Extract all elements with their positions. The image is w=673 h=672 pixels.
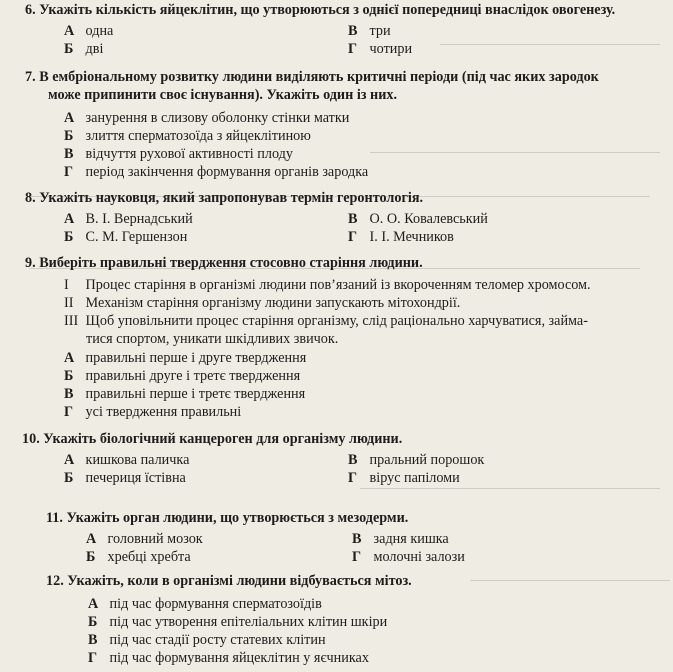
statement-text: Процес старіння в організмі людини пов’язаний із вкороченням теломер хромосом. <box>85 277 591 293</box>
option-text: правильні перше і друге твердження <box>85 350 307 366</box>
option-letter: А <box>86 531 97 547</box>
option-letter: Б <box>64 229 74 245</box>
question-number: 9. <box>25 255 36 271</box>
question-text: Укажіть орган людини, що утворюється з мезодерми. <box>66 510 409 526</box>
statement-roman: І <box>64 277 69 293</box>
option-text: молочні залози <box>373 549 465 565</box>
option-letter: Г <box>348 470 358 486</box>
option-letter: Г <box>352 549 362 565</box>
bleed-line <box>440 44 660 45</box>
question-6-option-b[interactable] <box>64 41 103 58</box>
question-number: 10. <box>22 431 40 447</box>
statement-roman: ІІ <box>64 295 74 311</box>
option-text: під час стадії росту статевих клітин <box>109 632 326 648</box>
option-text: відчуття рухової активності плоду <box>85 146 293 162</box>
question-11-option-v[interactable] <box>352 531 449 548</box>
option-letter: В <box>64 146 74 162</box>
option-text: усі твердження правильні <box>85 404 242 420</box>
question-11-stem <box>46 510 408 527</box>
question-11-option-b[interactable] <box>86 549 191 566</box>
question-12-option-g[interactable] <box>88 650 369 667</box>
option-text: чотири <box>369 41 413 57</box>
option-letter: Г <box>348 229 358 245</box>
option-text: В. І. Вернадський <box>85 211 193 227</box>
question-9-option-v[interactable] <box>64 386 305 403</box>
statement-text: Щоб уповільнити процес старіння організму, слід раціонально харчуватися, займа- <box>85 313 588 329</box>
option-letter: А <box>64 452 75 468</box>
option-text: під час утворення епітеліальних клітин шкіри <box>109 614 388 630</box>
option-text: задня кишка <box>373 531 449 547</box>
statement-3-continuation: тися спортом, уникати шкідливих звичок. <box>86 331 339 347</box>
question-9-option-b[interactable] <box>64 368 300 385</box>
question-12-option-v[interactable] <box>88 632 326 649</box>
option-text: правильні друге і третє твердження <box>85 368 301 384</box>
option-letter: А <box>88 596 99 612</box>
question-7-option-g[interactable] <box>64 164 368 181</box>
option-letter: Б <box>64 470 74 486</box>
question-10-option-a[interactable] <box>64 452 189 469</box>
question-text: Укажіть, коли в організмі людини відбувається мітоз. <box>67 573 412 589</box>
question-number: 7. <box>25 69 36 85</box>
option-text: вірус папіломи <box>369 470 460 486</box>
statement-3 <box>64 313 588 330</box>
question-8-option-v[interactable] <box>348 211 488 228</box>
question-10-option-b[interactable] <box>64 470 186 487</box>
option-text: печериця їстівна <box>85 470 186 486</box>
option-letter: В <box>348 452 358 468</box>
question-7-stem <box>25 69 599 86</box>
option-letter: Б <box>88 614 98 630</box>
option-text: С. М. Гершензон <box>85 229 188 245</box>
option-text: правильні перше і третє твердження <box>85 386 306 402</box>
option-letter: А <box>64 350 75 366</box>
question-9-option-g[interactable] <box>64 404 241 421</box>
question-6-stem <box>25 2 615 19</box>
option-letter: В <box>88 632 98 648</box>
option-letter: Г <box>64 404 74 420</box>
option-text: дві <box>85 41 104 57</box>
question-9-stem <box>25 255 423 272</box>
question-9-option-a[interactable] <box>64 350 306 367</box>
question-10-option-v[interactable] <box>348 452 484 469</box>
option-letter: Б <box>64 41 74 57</box>
question-6-option-g[interactable] <box>348 41 412 58</box>
option-letter: В <box>348 23 358 39</box>
option-letter: В <box>348 211 358 227</box>
statement-roman: ІІІ <box>64 313 79 329</box>
option-letter: А <box>64 211 75 227</box>
question-8-stem <box>25 190 423 207</box>
question-6-option-a[interactable] <box>64 23 113 40</box>
question-8-option-b[interactable] <box>64 229 187 246</box>
question-text: Укажіть біологічний канцероген для організму людини. <box>43 431 403 447</box>
option-text: О. О. Ковалевський <box>369 211 488 227</box>
option-letter: Б <box>64 128 74 144</box>
statement-text: Механізм старіння організму людини запускають мітохондрії. <box>85 295 461 311</box>
question-8-option-g[interactable] <box>348 229 454 246</box>
question-number: 12. <box>46 573 64 589</box>
option-letter: А <box>64 110 75 126</box>
question-12-option-b[interactable] <box>88 614 387 631</box>
option-text: три <box>369 23 391 39</box>
bleed-line <box>360 488 660 489</box>
question-12-option-a[interactable] <box>88 596 322 613</box>
question-6-option-v[interactable] <box>348 23 391 40</box>
question-10-option-g[interactable] <box>348 470 460 487</box>
option-letter: В <box>352 531 362 547</box>
statement-2 <box>64 295 460 312</box>
option-text: І. І. Мечников <box>369 229 454 245</box>
option-text: під час формування сперматозоїдів <box>109 596 322 612</box>
option-letter: Г <box>64 164 74 180</box>
bleed-line <box>470 580 670 581</box>
option-letter: А <box>64 23 75 39</box>
statement-1 <box>64 277 591 294</box>
question-11-option-a[interactable] <box>86 531 203 548</box>
option-text: хребці хребта <box>107 549 191 565</box>
question-11-option-g[interactable] <box>352 549 465 566</box>
option-letter: Г <box>348 41 358 57</box>
question-8-option-a[interactable] <box>64 211 193 228</box>
question-text: Укажіть кількість яйцеклітин, що утворюються з однієї попередниці внаслідок овогенезу. <box>39 2 616 18</box>
option-text: злиття сперматозоїда з яйцеклітиною <box>85 128 311 144</box>
question-text: Виберіть правильні твердження стосовно старіння людини. <box>39 255 423 271</box>
option-text: одна <box>85 23 114 39</box>
option-text: період закінчення формування органів зародка <box>85 164 369 180</box>
option-text: кишкова паличка <box>85 452 190 468</box>
bleed-line <box>370 152 660 153</box>
option-text: занурення в слизову оболонку стінки матки <box>85 110 350 126</box>
option-text: під час формування яйцеклітин у яєчниках <box>109 650 369 666</box>
option-letter: Г <box>88 650 98 666</box>
option-text: пральний порошок <box>369 452 485 468</box>
question-12-stem <box>46 573 412 590</box>
question-text-line-1: В ембріональному розвитку людини виділяють критичні періоди (під час яких зародок <box>39 69 599 85</box>
question-number: 6. <box>25 2 36 18</box>
question-7-option-a[interactable] <box>64 110 349 127</box>
option-letter: В <box>64 386 74 402</box>
option-letter: Б <box>64 368 74 384</box>
question-7-option-b[interactable] <box>64 128 311 145</box>
question-7-option-v[interactable] <box>64 146 293 163</box>
option-text: головний мозок <box>107 531 203 547</box>
question-number: 8. <box>25 190 36 206</box>
question-10-stem <box>22 431 402 448</box>
question-text-line-2: може припинити своє існування). Укажіть один із них. <box>48 87 398 103</box>
question-text: Укажіть науковця, який запропонував термін геронтологія. <box>39 190 424 206</box>
question-number: 11. <box>46 510 63 526</box>
option-letter: Б <box>86 549 96 565</box>
